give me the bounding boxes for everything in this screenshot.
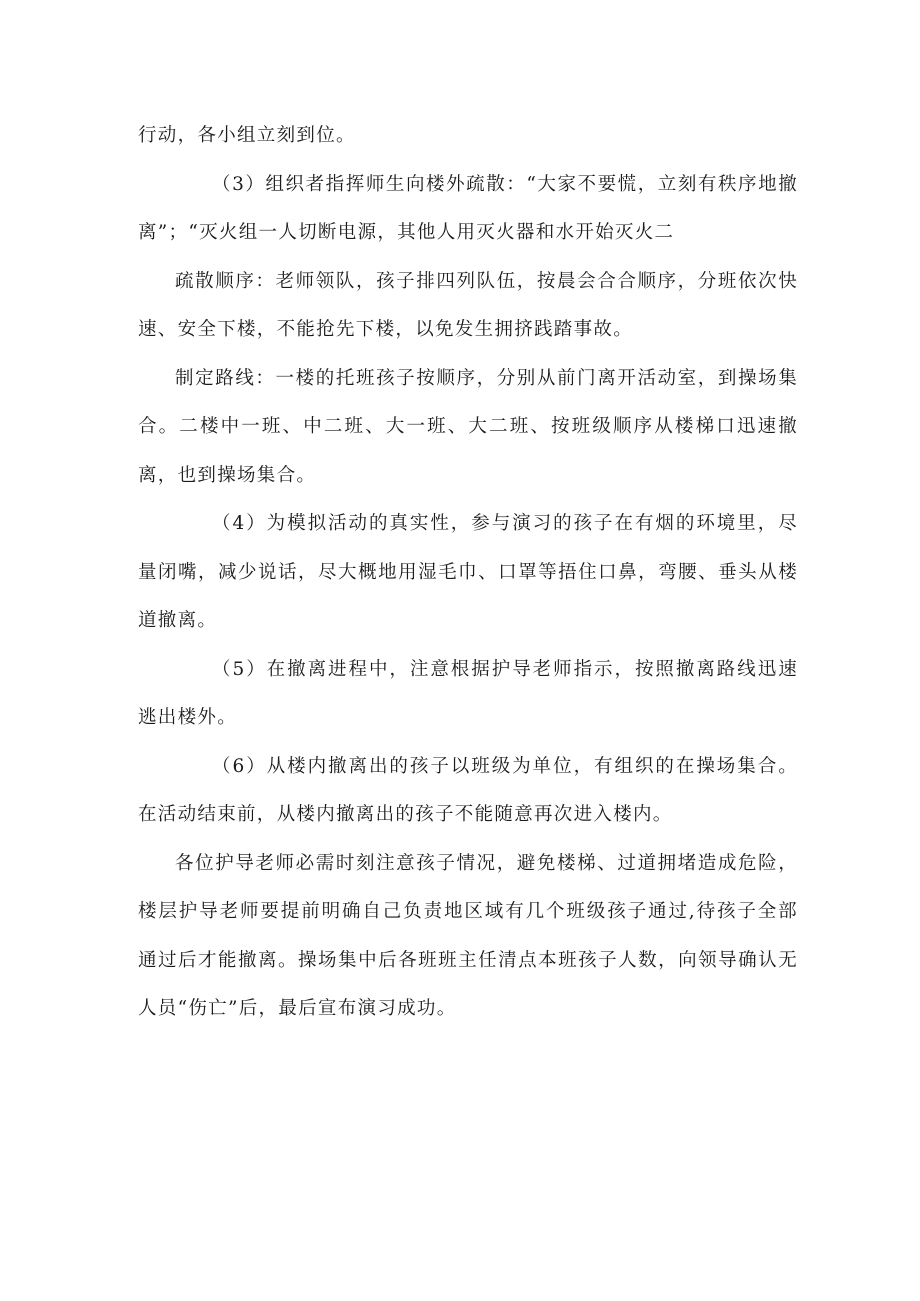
paragraph-step-6: （6）从楼内撤离出的孩子以班级为单位，有组织的在操场集合。在活动结束前，从楼内撤离出的孩子不能随意再次进入楼内。 <box>138 755 798 825</box>
paragraph-evacuation-order: 疏散顺序：老师领队，孩子排四列队伍，按晨会合合顺序，分班依次快速、安全下楼，不能抢先下楼，以免发生拥挤践踏事故。 <box>138 270 798 340</box>
paragraph-guides-note: 各位护导老师必需时刻注意孩子情况，避免楼梯、过道拥堵造成危险，楼层护导老师要提前明确自己负责地区域有几个班级孩子通过,待孩子全部通过后才能撤离。操场集中后各班班主任清点本班孩子人数，向领导确认无人员“伤亡”后，最后宣布演习成功。 <box>138 852 798 1019</box>
paragraph-step-4: （4）为模拟活动的真实性，参与演习的孩子在有烟的环境里，尽量闭嘴，减少说话，尽大概地用湿毛巾、口罩等捂住口鼻，弯腰、垂头从楼道撤离。 <box>138 513 798 631</box>
document-body <box>138 112 798 1034</box>
paragraph-step-5: （5）在撤离进程中，注意根据护导老师指示，按照撤离路线迅速逃出楼外。 <box>138 658 798 728</box>
paragraph-step-3: （3）组织者指挥师生向楼外疏散：“大家不要慌，立刻有秩序地撤离”；“灭火组一人切断电源，其他人用灭火器和水开始灭火二 <box>138 173 798 243</box>
paragraph-continuation: 行动，各小组立刻到位。 <box>138 125 356 146</box>
paragraph-route: 制定路线：一楼的托班孩子按顺序，分别从前门离开活动室，到操场集合。二楼中一班、中二班、大一班、大二班、按班级顺序从楼梯口迅速撤离，也到操场集合。 <box>138 367 798 486</box>
